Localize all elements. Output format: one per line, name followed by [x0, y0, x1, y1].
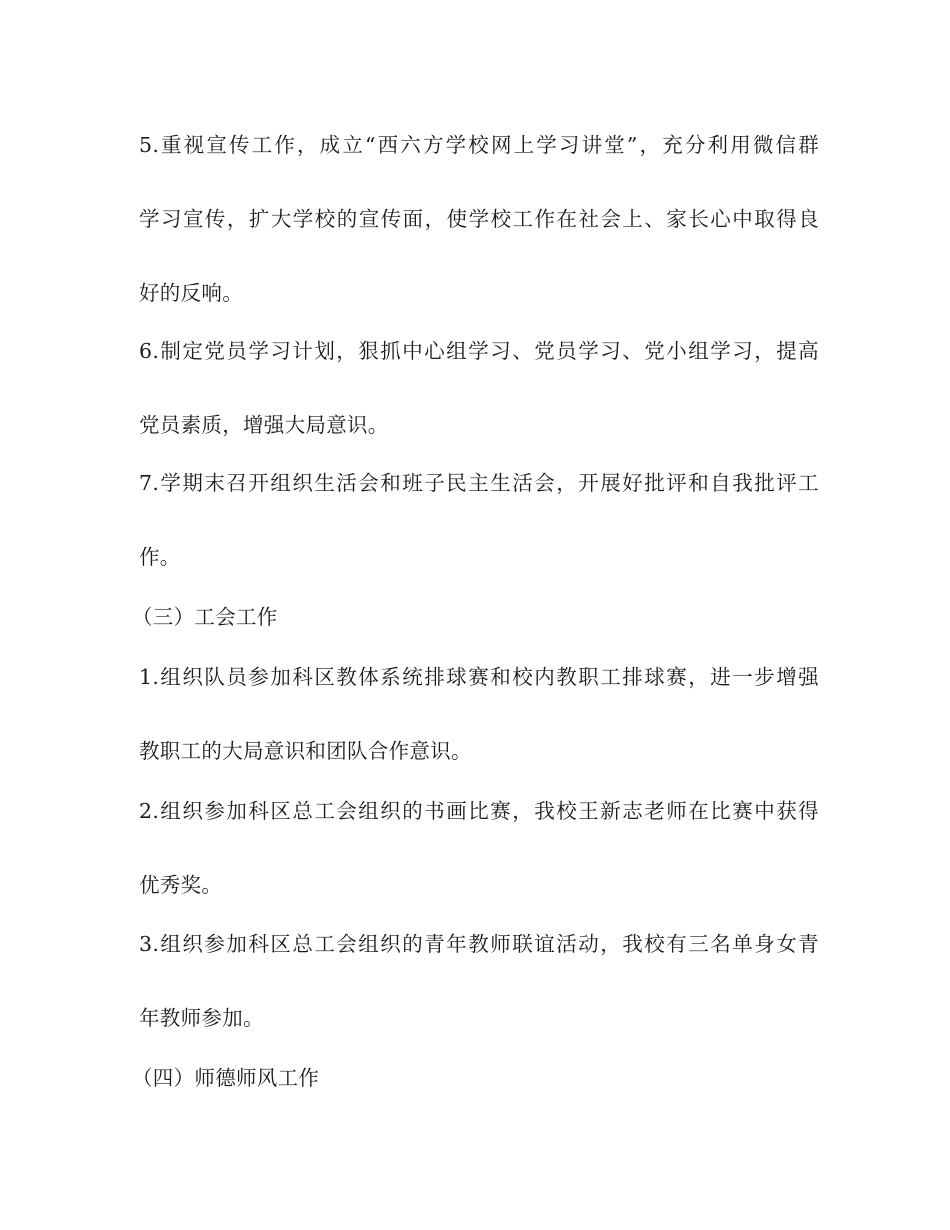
paragraph-item-6-line-1: 6.制定党员学习计划，狠抓中心组学习、党员学习、党小组学习，提高	[139, 339, 819, 363]
paragraph-item-5-line-2: 学习宣传，扩大学校的宣传面，使学校工作在社会上、家长心中取得良	[139, 207, 819, 231]
paragraph-item-7-line-2: 作。	[139, 545, 181, 569]
paragraph-union-1-line-2: 教职工的大局意识和团队合作意识。	[139, 739, 472, 763]
paragraph-item-5-line-1: 5.重视宣传工作，成立“西六方学校网上学习讲堂”，充分利用微信群	[139, 133, 819, 157]
paragraph-item-6-line-2: 党员素质，增强大局意识。	[139, 413, 389, 437]
paragraph-union-1-line-1: 1.组织队员参加科区教体系统排球赛和校内教职工排球赛，进一步增强	[139, 665, 819, 689]
paragraph-union-2-line-1: 2.组织参加科区总工会组织的书画比赛，我校王新志老师在比赛中获得	[139, 799, 819, 823]
paragraph-union-2-line-2: 优秀奖。	[139, 873, 223, 897]
paragraph-item-7-line-1: 7.学期末召开组织生活会和班子民主生活会，开展好批评和自我批评工	[139, 471, 819, 495]
paragraph-union-3-line-2: 年教师参加。	[139, 1006, 264, 1030]
section-heading-teacher-ethics: （四）师德师风工作	[132, 1066, 320, 1090]
section-heading-union-work: （三）工会工作	[132, 605, 278, 629]
paragraph-union-3-line-1: 3.组织参加科区总工会组织的青年教师联谊活动，我校有三名单身女青	[139, 932, 819, 956]
paragraph-item-5-line-3: 好的反响。	[139, 281, 243, 305]
